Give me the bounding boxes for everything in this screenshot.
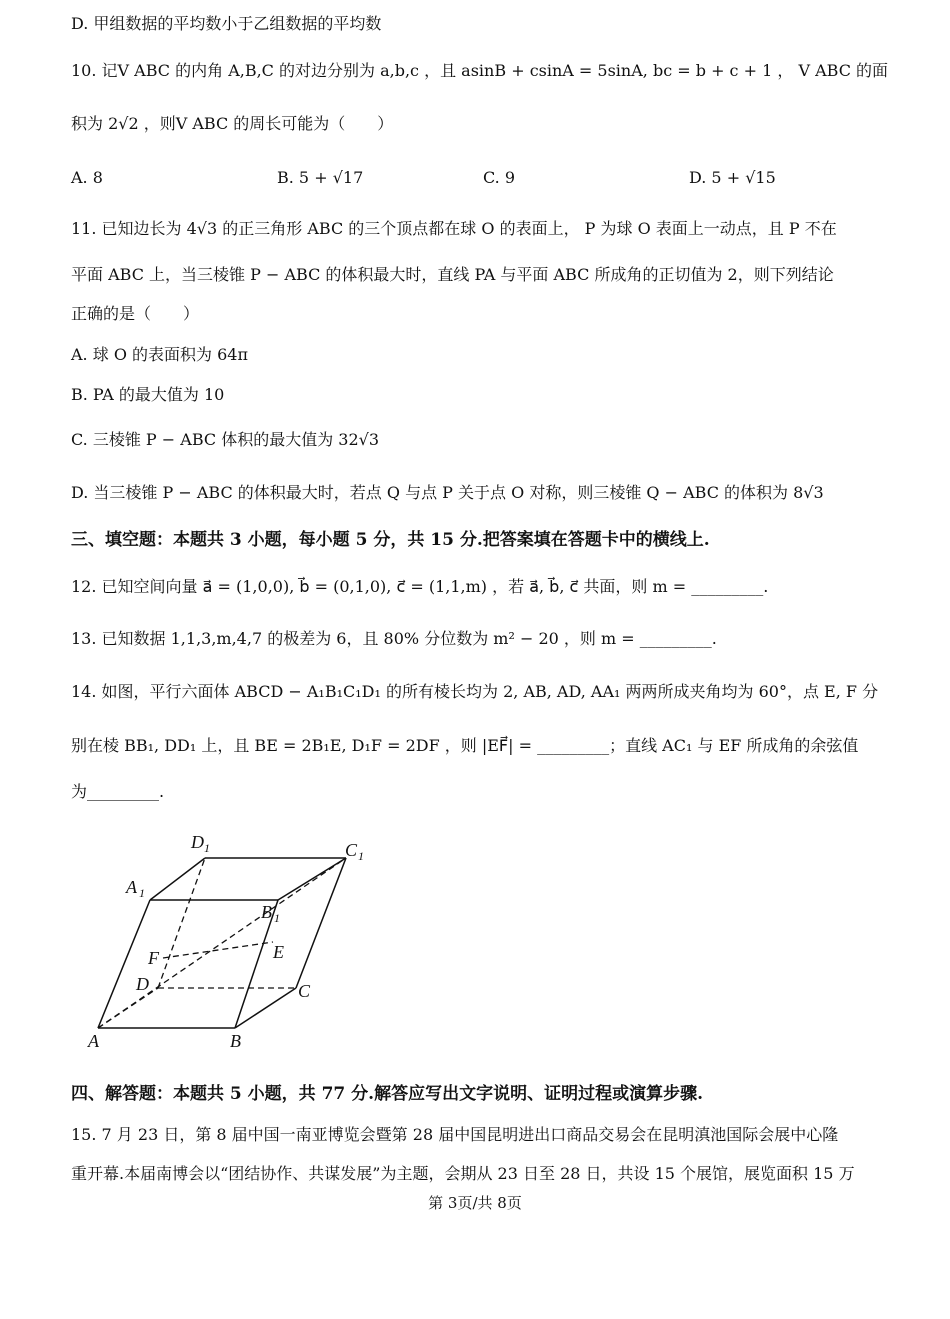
label-d: D bbox=[136, 974, 149, 994]
label-e: E bbox=[273, 942, 284, 962]
page-footer: 第 3页/共 8页 bbox=[428, 1194, 522, 1212]
label-a1: A bbox=[126, 877, 137, 897]
label-d1-sub: 1 bbox=[204, 841, 210, 855]
q10-stem-line2: 积为 2√2 ，则V ABC 的周长可能为（ ） bbox=[71, 114, 394, 133]
section4-heading: 四、解答题：本题共 5 小题，共 77 分.解答应写出文字说明、证明过程或演算步骤. bbox=[71, 1084, 703, 1104]
q14-stem-line1: 14. 如图，平行六面体 ABCD − A₁B₁C₁D₁ 的所有棱长均为 2, AB, AD, AA₁ 两两所成夹角均为 60°，点 E, F 分 bbox=[71, 682, 879, 701]
q14-stem-line2: 别在棱 BB₁, DD₁ 上，且 BE = 2B₁E, D₁F = 2DF ，则 |EF⃗| = _________；直线 AC₁ 与 EF 所成角的余弦值 bbox=[71, 736, 859, 755]
q11-option-c: C. 三棱锥 P − ABC 体积的最大值为 32√3 bbox=[71, 430, 380, 449]
hidden-edge-d-d1 bbox=[158, 858, 205, 988]
edge-b-c bbox=[235, 988, 296, 1028]
label-b: B bbox=[230, 1031, 241, 1051]
q15-stem-line1: 15. 7 月 23 日，第 8 届中国一南亚博览会暨第 28 届中国昆明进出口商品交易会在昆明滇池国际会展中心隆 bbox=[71, 1125, 839, 1144]
label-a: A bbox=[88, 1031, 99, 1051]
q12-stem: 12. 已知空间向量 a⃗ = (1,0,0), b⃗ = (0,1,0), c⃗ = (1,1,m) ，若 a⃗, b⃗, c⃗ 共面，则 m = _________. bbox=[71, 577, 769, 596]
q10-stem-line1: 10. 记V ABC 的内角 A,B,C 的对边分别为 a,b,c ，且 asinB + csinA = 5sinA, bc = b + c + 1 ， V ABC 的面 bbox=[71, 61, 889, 80]
q10-option-d: D. 5 + √15 bbox=[689, 168, 776, 187]
q10-option-a: A. 8 bbox=[71, 168, 103, 187]
q11-stem-line1: 11. 已知边长为 4√3 的正三角形 ABC 的三个顶点都在球 O 的表面上， P 为球 O 表面上一动点，且 P 不在 bbox=[71, 219, 837, 238]
edge-c-c1 bbox=[296, 858, 346, 988]
parallelepiped-figure bbox=[70, 825, 370, 1055]
q11-option-d: D. 当三棱锥 P − ABC 的体积最大时，若点 Q 与点 P 关于点 O 对称，则三棱锥 Q − ABC 的体积为 8√3 bbox=[71, 483, 824, 502]
label-a1-sub: 1 bbox=[139, 886, 145, 900]
label-b1: B bbox=[261, 902, 272, 922]
label-c1-sub: 1 bbox=[358, 849, 364, 863]
q15-stem-line2: 重开幕.本届南博会以“团结协作、共谋发展”为主题，会期从 23 日至 28 日，共设 15 个展馆，展览面积 15 万 bbox=[71, 1164, 855, 1183]
q10-option-b: B. 5 + √17 bbox=[277, 168, 364, 187]
edge-c1-b1 bbox=[278, 858, 346, 900]
segment-e-f bbox=[163, 942, 273, 958]
q13-stem: 13. 已知数据 1,1,3,m,4,7 的极差为 6，且 80% 分位数为 m² − 20 ，则 m = _________. bbox=[71, 629, 717, 648]
label-d1: D bbox=[191, 832, 204, 852]
section3-heading: 三、填空题：本题共 3 小题，每小题 5 分，共 15 分.把答案填在答题卡中的横线上. bbox=[71, 530, 710, 550]
q11-stem-line3: 正确的是（ ） bbox=[71, 304, 200, 323]
label-b1-sub: 1 bbox=[274, 911, 280, 925]
q11-option-b: B. PA 的最大值为 10 bbox=[71, 385, 225, 404]
label-c1: C bbox=[345, 840, 358, 860]
q11-option-a: A. 球 O 的表面积为 64π bbox=[71, 345, 248, 364]
edge-a-a1 bbox=[98, 900, 150, 1028]
q9-option-d: D. 甲组数据的平均数小于乙组数据的平均数 bbox=[71, 14, 382, 33]
label-f: F bbox=[148, 948, 159, 968]
label-c: C bbox=[298, 981, 311, 1001]
q11-stem-line2: 平面 ABC 上，当三棱锥 P − ABC 的体积最大时，直线 PA 与平面 ABC 所成角的正切值为 2，则下列结论 bbox=[71, 265, 834, 284]
q10-option-c: C. 9 bbox=[483, 168, 516, 187]
q14-stem-line3: 为_________. bbox=[71, 782, 165, 801]
